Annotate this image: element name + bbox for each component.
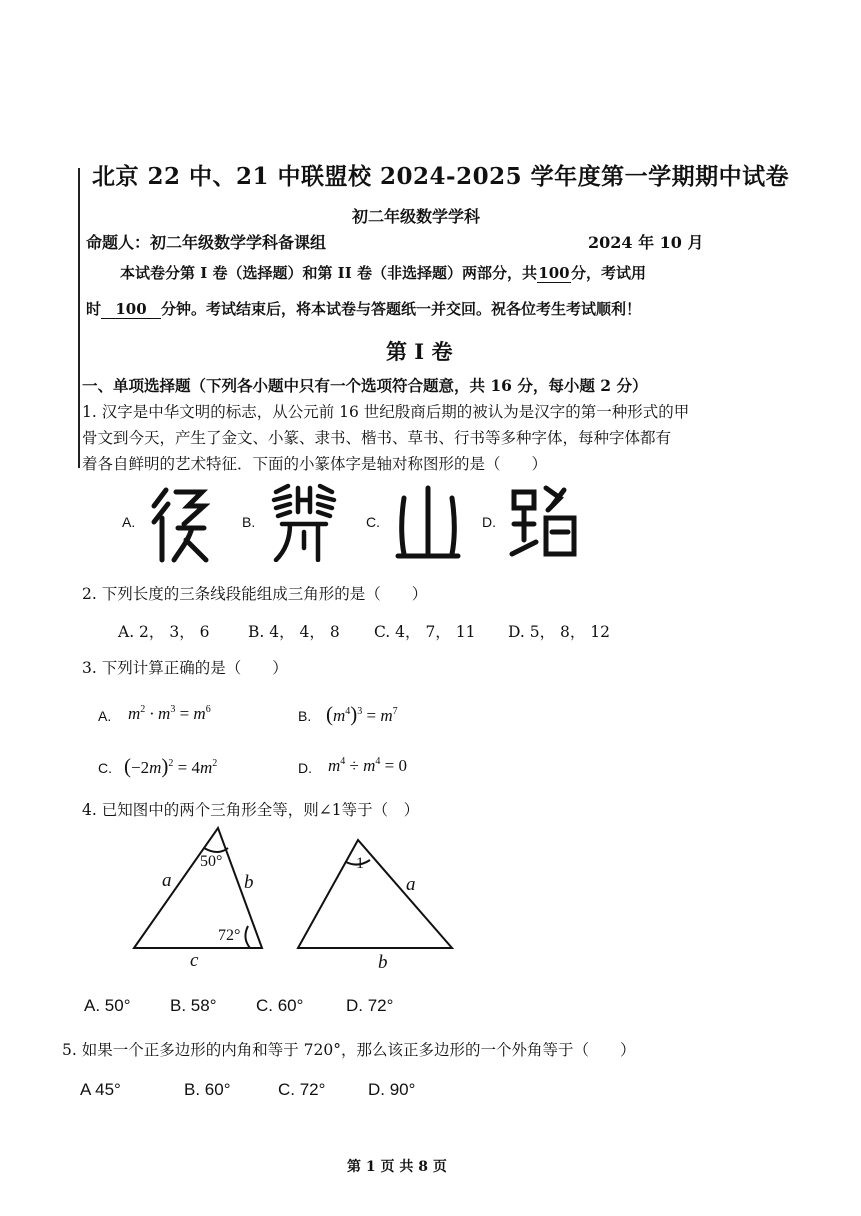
q1-option-c-label: C.	[366, 514, 380, 530]
q4-option-a: A. 50°	[84, 996, 131, 1015]
q2-option-d: D. 5， 8， 12	[508, 623, 611, 641]
q2-stem: 2. 下列长度的三条线段能组成三角形的是（ ）	[82, 585, 428, 603]
q2-option-c: C. 4， 7， 11	[374, 623, 476, 641]
triangle-1-right-arc	[245, 926, 250, 948]
q4-option-c: C. 60°	[256, 996, 304, 1015]
q4-option-b: B. 58°	[170, 996, 217, 1015]
q4-congruent-triangles-figure	[120, 822, 500, 972]
seal-char-a-icon	[148, 484, 210, 564]
total-score: 100	[538, 264, 570, 282]
t2-label-a: a	[406, 874, 416, 895]
q5-option-b: B. 60°	[184, 1080, 231, 1099]
binding-margin-line	[78, 168, 80, 468]
q3-option-a-label: A.	[98, 708, 112, 724]
t2-angle-1: 1	[356, 855, 364, 872]
q3-option-a-formula: $m^2 \cdot m^3 = m^6$	[128, 704, 211, 723]
exam-title: 北京 22 中、21 中联盟校 2024-2025 学年度第一学期期中试卷	[92, 163, 790, 190]
exam-time: 100	[101, 300, 161, 319]
seal-char-b-icon	[268, 482, 340, 562]
q1-option-d-label: D.	[482, 514, 496, 530]
intro-line-1: 本试卷分第 I 卷（选择题）和第 II 卷（非选择题）两部分，共100分，考试用	[120, 264, 646, 282]
seal-char-d-icon	[508, 484, 580, 564]
intro-line-2: 时 100 分钟。考试结束后，将本试卷与答题纸一并交回。祝各位考生考试顺利！	[86, 300, 642, 318]
exam-author: 命题人：初二年级数学学科备课组	[86, 233, 327, 252]
q1-line-3: 着各自鲜明的艺术特征．下面的小篆体字是轴对称图形的是（ ）	[82, 455, 548, 473]
q3-option-d-formula: $m^4 \div m^4 = 0$	[328, 756, 407, 775]
q3-option-c-formula: $(-2m)^2 = 4m^2$	[124, 754, 218, 778]
q1-line-2: 骨文到今天，产生了金文、小篆、隶书、楷书、草书、行书等多种字体，每种字体都有	[82, 429, 672, 447]
page-footer: 第 1 页 共 8 页	[347, 1159, 447, 1175]
q3-option-b-formula: $(m^4)^3 = m^7$	[326, 702, 398, 726]
q2-option-b: B. 4， 4， 8	[248, 623, 340, 641]
q2-option-a: A. 2， 3， 6	[118, 623, 210, 641]
exam-date: 2024 年 10 月	[588, 233, 704, 252]
q5-option-a: A 45°	[80, 1080, 121, 1099]
triangle-1	[134, 828, 262, 948]
q5-stem: 5. 如果一个正多边形的内角和等于 720°，那么该正多边形的一个外角等于（ ）	[62, 1041, 636, 1059]
exam-subtitle: 初二年级数学学科	[352, 207, 481, 226]
triangle-1-top-arc	[204, 848, 228, 852]
q4-stem: 4. 已知图中的两个三角形全等，则∠1等于（ ）	[82, 801, 420, 819]
section-title: 第 I 卷	[386, 339, 453, 364]
q3-option-c-label: C.	[98, 760, 112, 776]
t2-label-b: b	[378, 952, 388, 972]
q5-option-c: C. 72°	[278, 1080, 326, 1099]
t1-label-b: b	[244, 872, 254, 893]
q3-option-d-label: D.	[298, 760, 312, 776]
seal-char-c-icon	[392, 484, 464, 564]
q1-option-b-label: B.	[242, 514, 256, 530]
t1-angle-top: 50°	[200, 853, 223, 870]
triangle-2	[298, 840, 452, 948]
part-1-heading: 一、单项选择题（下列各小题中只有一个选项符合题意，共 16 分，每小题 2 分）	[82, 376, 648, 395]
q5-option-d: D. 90°	[368, 1080, 416, 1099]
q3-option-b-label: B.	[298, 708, 312, 724]
t1-label-a: a	[162, 870, 172, 891]
t1-label-c: c	[190, 950, 199, 971]
q3-stem: 3. 下列计算正确的是（ ）	[82, 659, 288, 677]
q4-option-d: D. 72°	[346, 996, 394, 1015]
t1-angle-right: 72°	[218, 927, 241, 944]
q1-option-a-label: A.	[122, 514, 136, 530]
q1-line-1: 1. 汉字是中华文明的标志，从公元前 16 世纪殷商后期的被认为是汉字的第一种形式的甲	[82, 403, 690, 421]
